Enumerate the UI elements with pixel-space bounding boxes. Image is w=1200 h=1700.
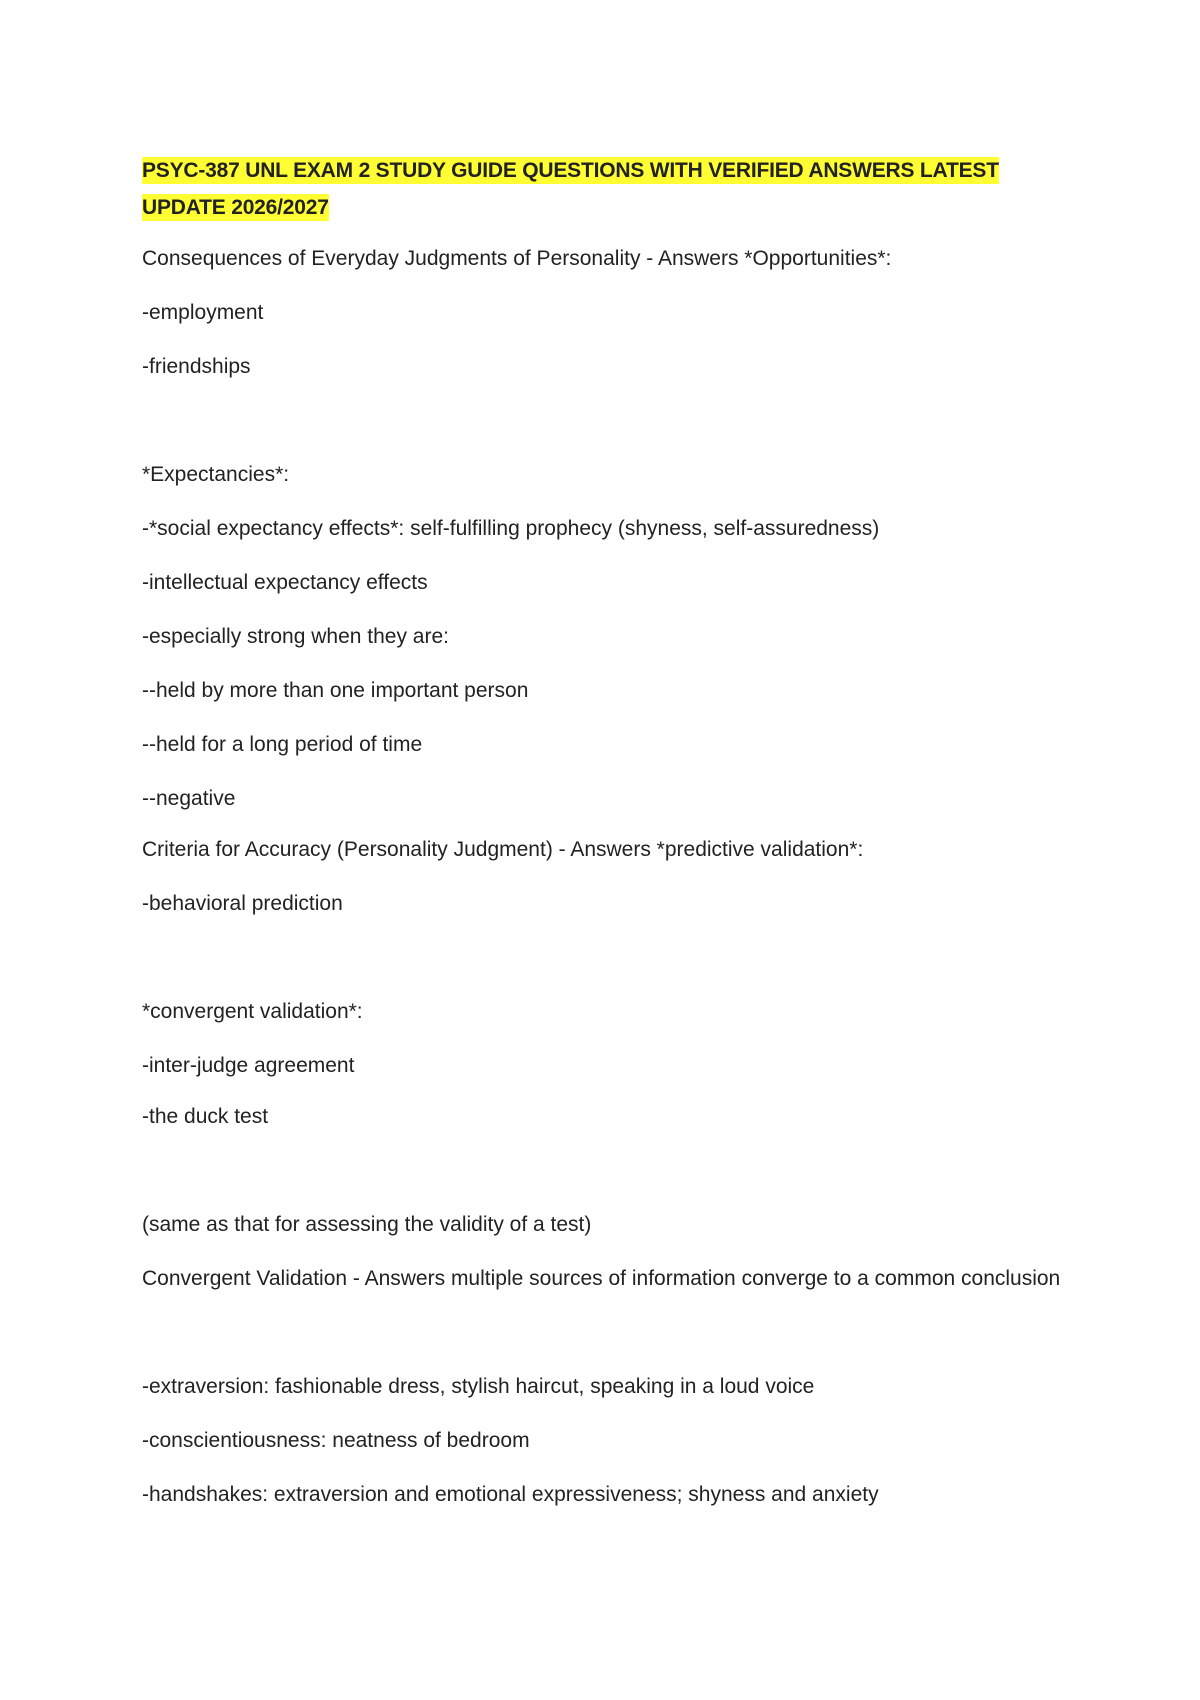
- answer-line: -intellectual expectancy effects: [142, 571, 428, 594]
- answer-line: (same as that for assessing the validity of a test): [142, 1213, 592, 1236]
- blank-line: [142, 1152, 1062, 1206]
- answer-line: -behavioral prediction: [142, 892, 343, 915]
- document-body: [142, 152, 1062, 1530]
- title-highlight: PSYC-387 UNL EXAM 2 STUDY GUIDE QUESTIONS WITH VERIFIED ANSWERS LATEST UPDATE 2026/2027: [142, 159, 999, 219]
- answer-line: -employment: [142, 301, 264, 324]
- answer-line: --negative: [142, 787, 236, 810]
- document-title: [142, 152, 1062, 226]
- answer-line: -especially strong when they are:: [142, 625, 449, 648]
- answer-line: *Expectancies*:: [142, 463, 290, 486]
- question-consequences: Consequences of Everyday Judgments of Personality - Answers *Opportunities*:: [142, 247, 892, 270]
- question-criteria-accuracy: Criteria for Accuracy (Personality Judgment) - Answers *predictive validation*:: [142, 838, 864, 861]
- answer-line: -extraversion: fashionable dress, stylish haircut, speaking in a loud voice: [142, 1375, 815, 1398]
- answer-line: -inter-judge agreement: [142, 1054, 355, 1077]
- question-convergent-validation: Convergent Validation - Answers multiple sources of information converge to a common conclusion: [142, 1267, 1061, 1290]
- answer-line: --held by more than one important person: [142, 679, 529, 702]
- blank-line: [142, 939, 1062, 993]
- answer-line: *convergent validation*:: [142, 1000, 363, 1023]
- blank-line: [142, 402, 1062, 456]
- blank-line: [142, 1314, 1062, 1368]
- answer-line: -handshakes: extraversion and emotional expressiveness; shyness and anxiety: [142, 1483, 879, 1506]
- answer-line: -conscientiousness: neatness of bedroom: [142, 1429, 530, 1452]
- answer-line: -*social expectancy effects*: self-fulfilling prophecy (shyness, self-assuredness): [142, 517, 880, 540]
- answer-line: --held for a long period of time: [142, 733, 423, 756]
- answer-line: -friendships: [142, 355, 251, 378]
- answer-line: -the duck test: [142, 1105, 269, 1128]
